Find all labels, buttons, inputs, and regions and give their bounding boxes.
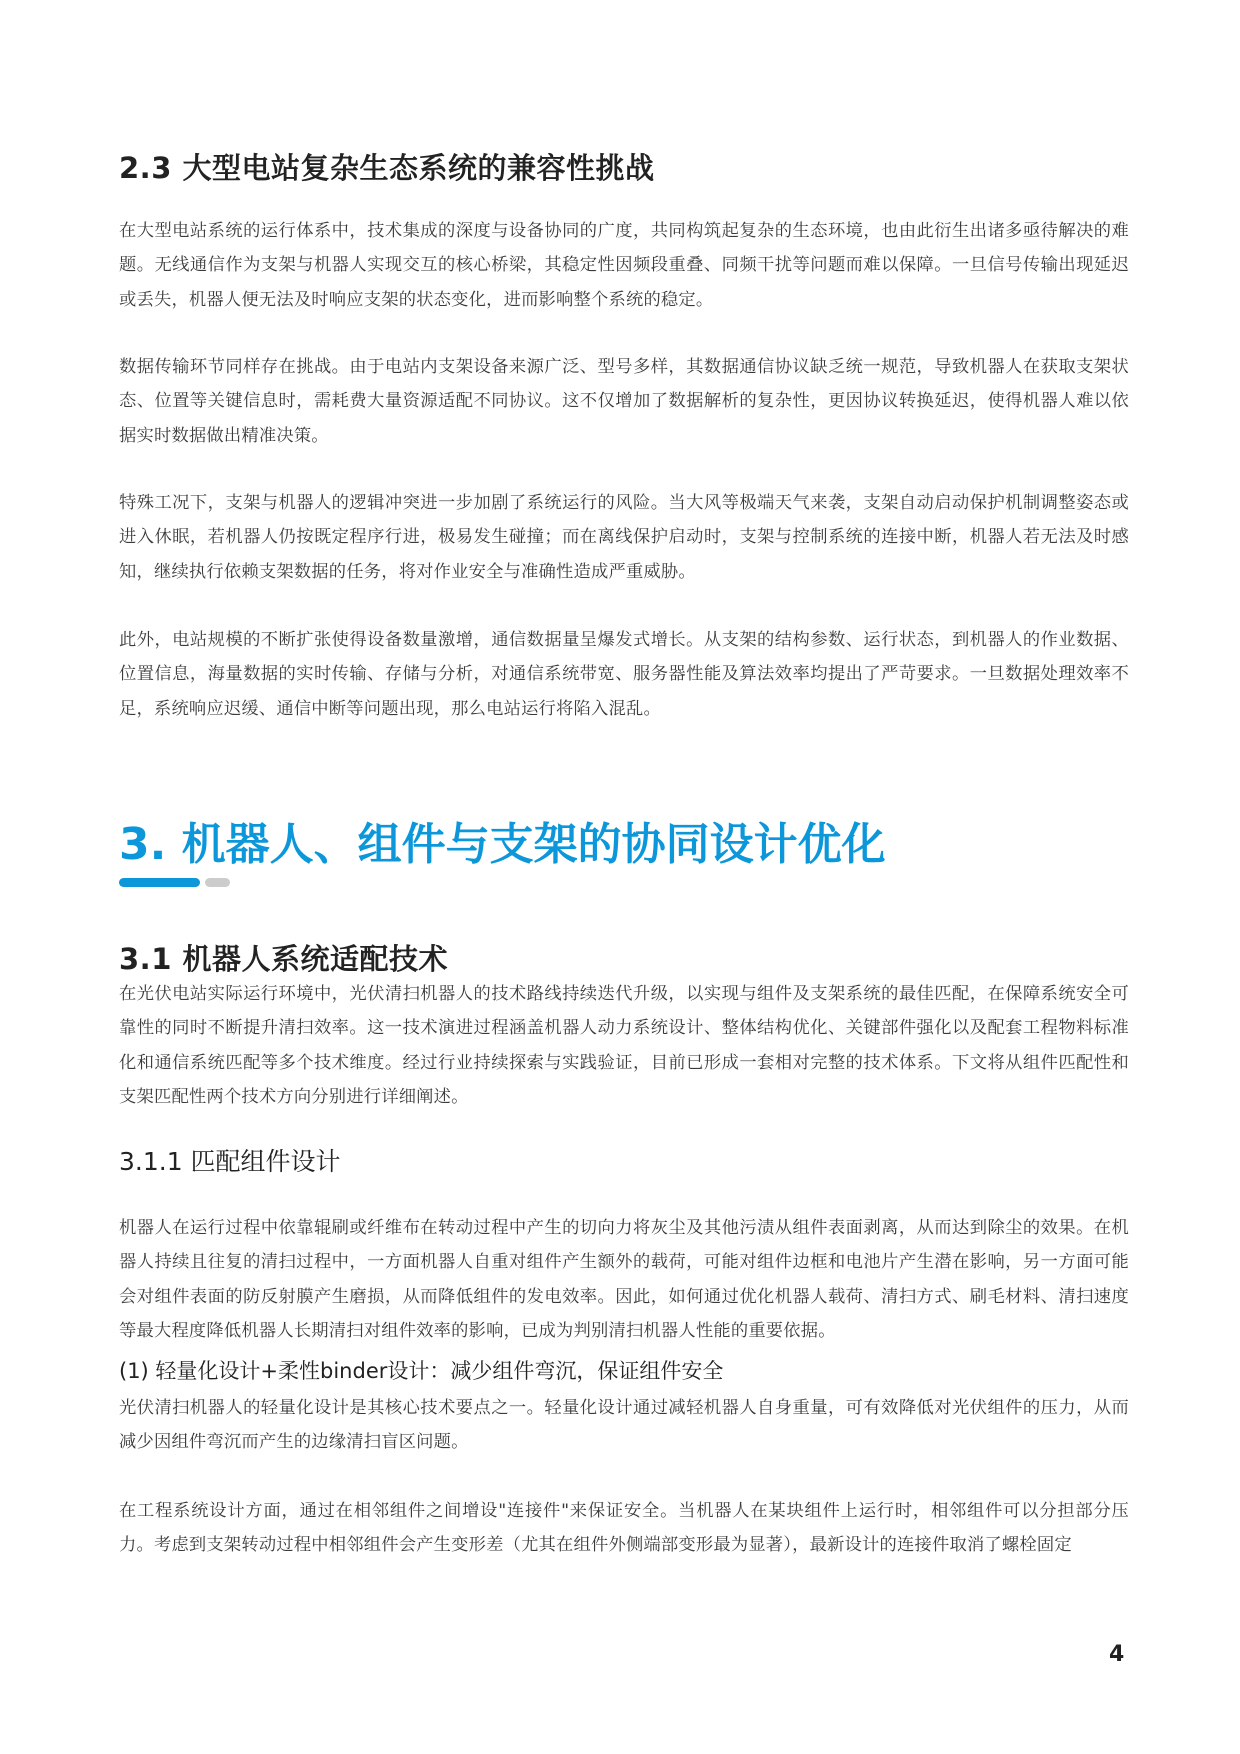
title-accent-bar-secondary bbox=[205, 878, 230, 887]
lightweight-paragraph-2: 在工程系统设计方面，通过在相邻组件之间增设"连接件"来保证安全。当机器人在某块组件上运行时，相邻组件可以分担部分压力。考虑到支架转动过程中相邻组件会产生变形差（尤其在组件外侧端部变形最为显著），最新设计的连接件取消了螺栓固定 bbox=[119, 1501, 1129, 1556]
section-2-3-paragraph-1: 在大型电站系统的运行体系中，技术集成的深度与设备协同的广度，共同构筑起复杂的生态环境，也由此衍生出诸多亟待解决的难题。无线通信作为支架与机器人实现交互的核心桥梁，其稳定性因频段重叠、同频干扰等问题而难以保障。一旦信号传输出现延迟或丢失，机器人便无法及时响应支架的状态变化，进而影响整个系统的稳定。 bbox=[119, 221, 1129, 310]
page-number: 4 bbox=[1109, 1642, 1125, 1667]
section-2-3-paragraph-4: 此外，电站规模的不断扩张使得设备数量激增，通信数据量呈爆发式增长。从支架的结构参数、运行状态，到机器人的作业数据、位置信息，海量数据的实时传输、存储与分析，对通信系统带宽、服务器性能及算法效率均提出了严苛要求。一旦数据处理效率不足，系统响应迟缓、通信中断等问题出现，那么电站运行将陷入混乱。 bbox=[119, 630, 1129, 719]
lightweight-design-subheading: (1) 轻量化设计+柔性binder设计：减少组件弯沉，保证组件安全 bbox=[119, 1359, 724, 1383]
section-2-3-paragraph-2: 数据传输环节同样存在挑战。由于电站内支架设备来源广泛、型号多样，其数据通信协议缺乏统一规范，导致机器人在获取支架状态、位置等关键信息时，需耗费大量资源适配不同协议。这不仅增加了数据解析的复杂性，更因协议转换延迟，使得机器人难以依据实时数据做出精准决策。 bbox=[119, 357, 1129, 446]
section-3-1-paragraph: 在光伏电站实际运行环境中，光伏清扫机器人的技术路线持续迭代升级，以实现与组件及支架系统的最佳匹配，在保障系统安全可靠性的同时不断提升清扫效率。这一技术演进过程涵盖机器人动力系统设计、整体结构优化、关键部件强化以及配套工程物料标准化和通信系统匹配等多个技术维度。经过行业持续探索与实践验证，目前已形成一套相对完整的技术体系。下文将从组件匹配性和支架匹配性两个技术方向分别进行详细阐述。 bbox=[119, 984, 1129, 1107]
title-accent-bar bbox=[119, 878, 200, 887]
lightweight-paragraph-1: 光伏清扫机器人的轻量化设计是其核心技术要点之一。轻量化设计通过减轻机器人自身重量，可有效降低对光伏组件的压力，从而减少因组件弯沉而产生的边缘清扫盲区问题。 bbox=[119, 1398, 1129, 1453]
section-3-1-1-paragraph: 机器人在运行过程中依靠辊刷或纤维布在转动过程中产生的切向力将灰尘及其他污渍从组件表面剥离，从而达到除尘的效果。在机器人持续且往复的清扫过程中，一方面机器人自重对组件产生额外的载荷，可能对组件边框和电池片产生潜在影响，另一方面可能会对组件表面的防反射膜产生磨损，从而降低组件的发电效率。因此，如何通过优化机器人载荷、清扫方式、刷毛材料、清扫速度等最大程度降低机器人长期清扫对组件效率的影响，已成为判别清扫机器人性能的重要依据。 bbox=[119, 1218, 1129, 1341]
section-2-3-paragraph-3: 特殊工况下，支架与机器人的逻辑冲突进一步加剧了系统运行的风险。当大风等极端天气来袭，支架自动启动保护机制调整姿态或进入休眠，若机器人仍按既定程序行进，极易发生碰撞；而在离线保护启动时，支架与控制系统的连接中断，机器人若无法及时感知，继续执行依赖支架数据的任务，将对作业安全与准确性造成严重威胁。 bbox=[119, 493, 1129, 582]
section-3-1-heading: 3.1 机器人系统适配技术 bbox=[119, 942, 448, 976]
section-2-3-heading: 2.3 大型电站复杂生态系统的兼容性挑战 bbox=[119, 151, 655, 185]
section-3-1-1-heading: 3.1.1 匹配组件设计 bbox=[119, 1147, 341, 1176]
section-3-title: 3. 机器人、组件与支架的协同设计优化 bbox=[119, 819, 886, 870]
